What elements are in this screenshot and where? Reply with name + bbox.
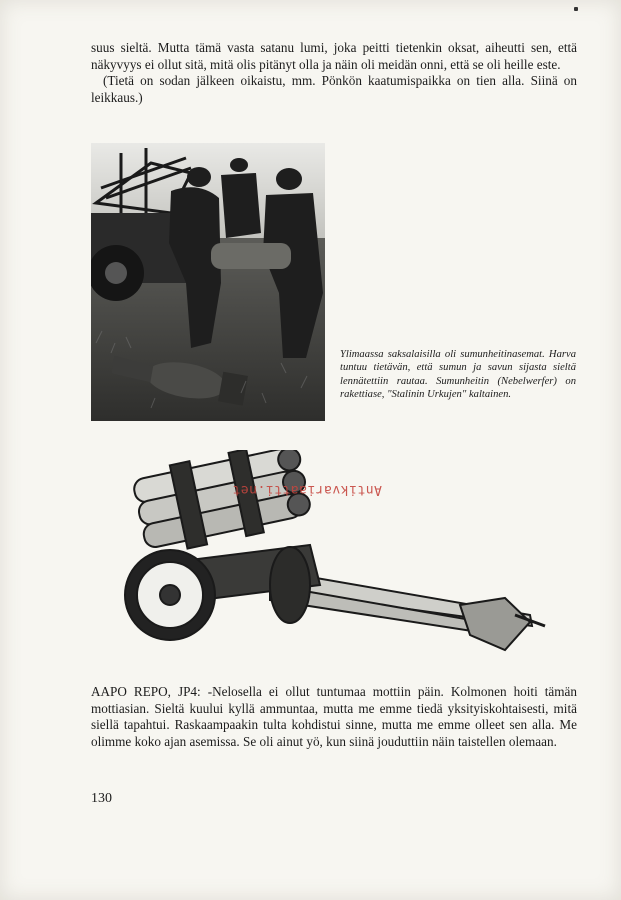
photo-illustration: [91, 143, 325, 421]
soldiers-photo: [91, 143, 325, 421]
watermark-text: Antikvariaatti.net: [232, 482, 382, 497]
paragraph-2: (Tietä on sodan jälkeen oikaistu, mm. Pönkön kaatumispaikka on tien alla. Siinä on leikkaus.): [91, 73, 577, 105]
page-number: 130: [91, 791, 112, 806]
bottom-paragraph: [91, 684, 577, 750]
top-paragraphs: [91, 40, 577, 106]
paragraph-3: AAPO REPO, JP4: -Nelosella ei ollut tuntumaa mottiin päin. Kolmonen hoiti tämän mottiasian. Sieltä kuului kyllä ammuntaa, mutta me emme tiedä yksityiskohtaisesti, mitä siellä tapahtui. Raskaampaakin tulta kohdistui sinne, mutta me emme olleet sen alla. Me olimme koko ajan asemissa. Se oli ainut yö, kun siinä jouduttiin näin taistellen olemaan.: [91, 684, 577, 749]
photo-caption: Ylimaassa saksalaisilla oli sumunheitinasemat. Harva tuntuu tietävän, että sumun ja savun sijasta sieltä lennätettiin rautaa. Sumunheitin (Nebelwerfer) on rakettiase, "Stalinin Urkujen" kaltainen.: [340, 349, 576, 401]
corner-mark: [574, 7, 578, 11]
paragraph-1: suus sieltä. Mutta tämä vasta satanu lumi, joka peitti tietenkin oksat, aiheutti sen, että näkyvyys ei ollut sitä, mitä olis pitänyt olla ja näin oli meidän onni, että se oli heille este.: [91, 40, 577, 72]
